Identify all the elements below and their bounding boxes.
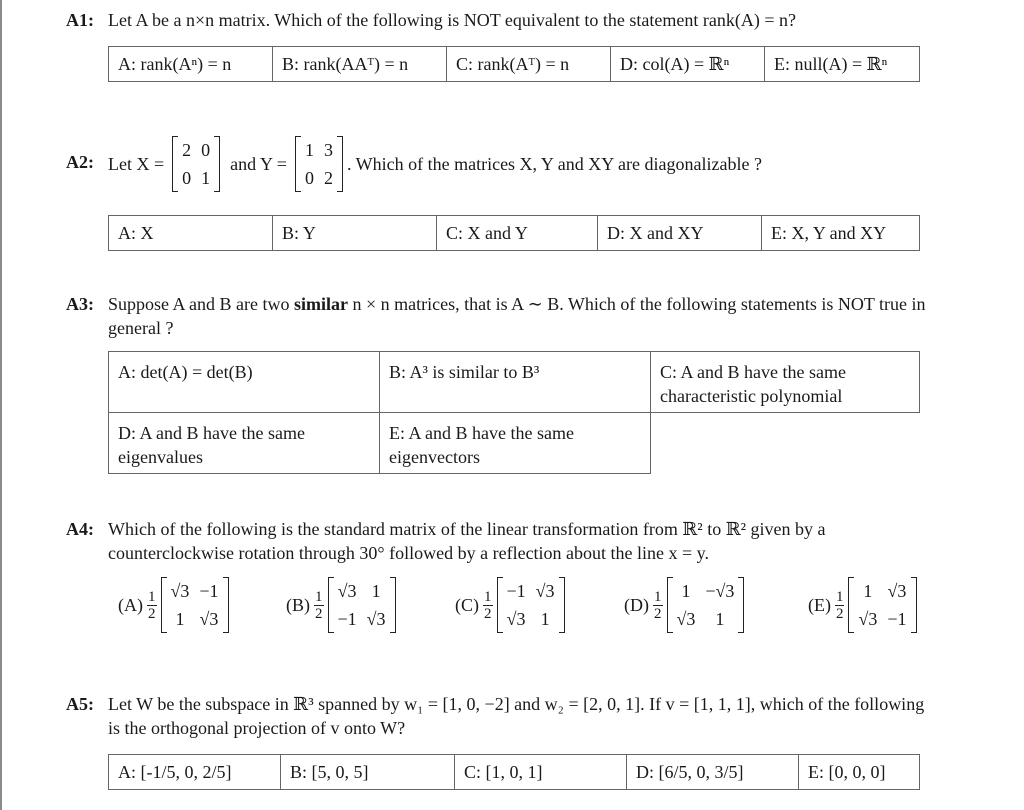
choice-label: (D)	[624, 594, 649, 615]
matrix-cell: 3	[323, 140, 333, 160]
matrix-cell: √3	[199, 609, 219, 629]
matrix-cell: 1	[715, 609, 725, 629]
matrix-cell: 1	[540, 609, 550, 629]
option-c[interactable]: C: A and B have the same characteristic polynomial	[651, 352, 920, 413]
frac-den: 2	[484, 605, 492, 622]
option-b[interactable]: B: Y	[273, 216, 437, 251]
matrix-x	[172, 136, 220, 192]
question-text-pre: Suppose A and B are two	[108, 294, 290, 314]
question-text: Let A be a n×n matrix. Which of the following is NOT equivalent to the statement rank(A) = n?	[108, 10, 796, 30]
frac-den: 2	[835, 605, 844, 622]
matrix-cell: −1	[337, 609, 357, 629]
matrix-cell: 1	[681, 581, 691, 601]
matrix-cell: 0	[182, 168, 192, 188]
frac-den: 2	[148, 605, 156, 622]
choice-label: (A)	[118, 594, 143, 615]
matrix-cell: √3	[337, 581, 357, 601]
matrix-cell: √3	[676, 609, 696, 629]
question-a5	[66, 692, 926, 740]
frac-num: 1	[484, 588, 492, 605]
question-number: A2:	[66, 152, 94, 172]
option-b[interactable]: B: A³ is similar to B³	[380, 352, 651, 413]
matrix	[848, 577, 916, 633]
question-text-let: Let X =	[108, 154, 165, 174]
frac-den: 2	[654, 605, 662, 622]
matrix-cell: −1	[199, 581, 219, 601]
option-a[interactable]: A: X	[109, 216, 273, 251]
option-b[interactable]: B: [5, 0, 5]	[281, 755, 455, 790]
matrix-cell: √3	[366, 609, 386, 629]
question-text-and: and Y =	[230, 154, 287, 174]
matrix-cell: 1	[371, 581, 381, 601]
matrix-cell: 1	[304, 140, 314, 160]
question-a3	[66, 292, 926, 340]
options-a5	[108, 754, 920, 790]
options-a2	[108, 215, 920, 251]
question-number: A3:	[66, 294, 94, 314]
choice-c[interactable]	[455, 577, 565, 633]
matrix-cell: 1	[863, 581, 873, 601]
matrix-cell: √3	[858, 609, 878, 629]
choice-label: (B)	[286, 594, 310, 615]
option-e[interactable]: E: X, Y and XY	[762, 216, 920, 251]
option-e[interactable]: E: null(A) = ℝⁿ	[765, 47, 920, 82]
choices-a4	[118, 577, 968, 651]
option-c[interactable]: C: [1, 0, 1]	[455, 755, 627, 790]
matrix	[667, 577, 745, 633]
option-d[interactable]: D: X and XY	[598, 216, 762, 251]
option-a[interactable]: A: rank(Aⁿ) = n	[109, 47, 273, 82]
frac-num: 1	[835, 588, 844, 605]
option-d[interactable]: D: [6/5, 0, 3/5]	[627, 755, 799, 790]
matrix-cell: 0	[304, 168, 314, 188]
matrix-cell: √3	[535, 581, 555, 601]
choice-d[interactable]	[624, 577, 744, 633]
fraction	[653, 589, 663, 622]
option-a[interactable]: A: [-1/5, 0, 2/5]	[109, 755, 281, 790]
frac-num: 1	[148, 588, 156, 605]
matrix	[328, 577, 396, 633]
question-a4	[66, 517, 926, 565]
frac-num: 1	[654, 588, 662, 605]
question-a2	[66, 124, 926, 204]
matrix-cell: −√3	[705, 581, 735, 601]
question-number: A4:	[66, 519, 94, 539]
option-c[interactable]: C: rank(Aᵀ) = n	[447, 47, 611, 82]
matrix-cell: 1	[175, 609, 185, 629]
fraction	[147, 589, 157, 622]
choice-a[interactable]	[118, 577, 229, 633]
matrix-cell: √3	[506, 609, 526, 629]
matrix-cell: √3	[887, 581, 907, 601]
choice-e[interactable]	[808, 577, 917, 633]
option-c[interactable]: C: X and Y	[437, 216, 598, 251]
question-text: Which of the following is the standard matrix of the linear transformation from ℝ² to ℝ² given by a counterclockwise rotation through 30° followed by a reflection about the line x = y.	[108, 519, 826, 563]
option-a[interactable]: A: det(A) = det(B)	[109, 352, 380, 413]
frac-num: 1	[315, 588, 323, 605]
question-a1	[66, 8, 926, 32]
choice-label: (C)	[455, 594, 479, 615]
matrix-cell: 1	[201, 168, 211, 188]
question-text-bold: similar	[294, 294, 348, 314]
matrix-y	[295, 136, 343, 192]
options-a1	[108, 46, 920, 82]
question-text: Let W be the subspace in ℝ³ spanned by w₁ = [1, 0, −2] and w₂ = [2, 0, 1]. If v = [1, 1, 1], which of the following is the orthogonal projection of v onto W?	[108, 694, 925, 738]
frac-den: 2	[315, 605, 323, 622]
option-e[interactable]: E: [0, 0, 0]	[799, 755, 920, 790]
matrix	[161, 577, 229, 633]
choice-label: (E)	[808, 594, 831, 615]
question-number: A5:	[66, 694, 94, 714]
question-number: A1:	[66, 10, 94, 30]
matrix-cell: √3	[170, 581, 190, 601]
empty-cell	[651, 413, 920, 474]
question-text-rest: . Which of the matrices X, Y and XY are diagonalizable ?	[346, 154, 762, 174]
matrix-cell: −1	[887, 609, 907, 629]
matrix-cell: −1	[506, 581, 526, 601]
matrix-cell: 2	[182, 140, 192, 160]
fraction	[483, 589, 493, 622]
option-d[interactable]: D: A and B have the same eigenvalues	[109, 413, 380, 474]
fraction	[314, 589, 324, 622]
question-text-post: n × n matrices, that is A ∼ B. Which of the following statements is NOT true in general ?	[108, 294, 926, 338]
matrix-cell: 0	[201, 140, 211, 160]
option-e[interactable]: E: A and B have the same eigenvectors	[380, 413, 651, 474]
page-left-border	[0, 0, 2, 810]
option-d[interactable]: D: col(A) = ℝⁿ	[611, 47, 765, 82]
matrix	[497, 577, 565, 633]
option-b[interactable]: B: rank(AAᵀ) = n	[273, 47, 447, 82]
options-a3	[108, 351, 920, 474]
matrix-cell: 2	[323, 168, 333, 188]
fraction	[835, 589, 845, 622]
choice-b[interactable]	[286, 577, 396, 633]
